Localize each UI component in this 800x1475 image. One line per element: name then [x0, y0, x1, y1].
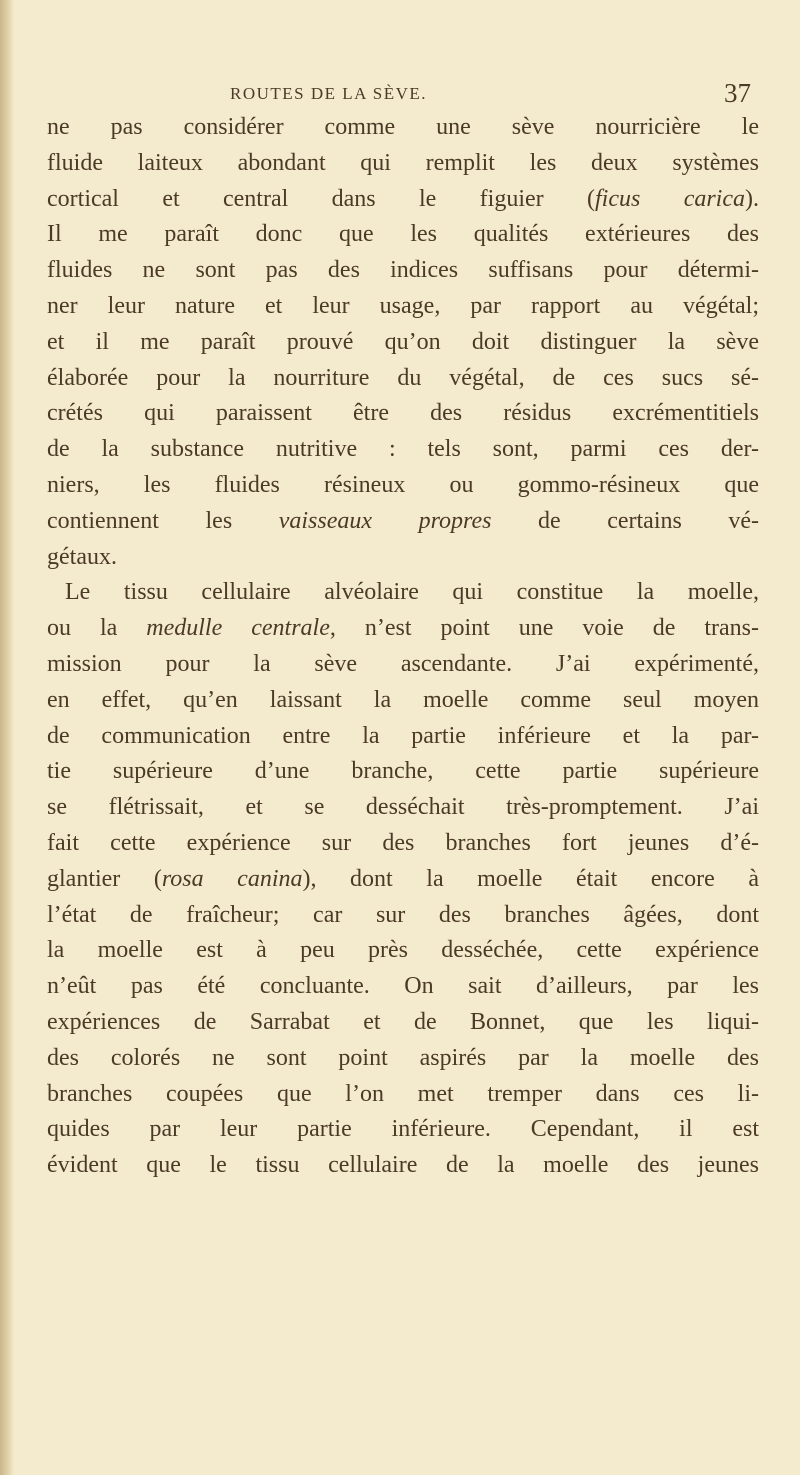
text-segment: glantier (	[47, 865, 162, 892]
text-segment: l’état de fraîcheur; car sur des branches âgées, dont	[47, 901, 759, 928]
page-header	[0, 80, 800, 110]
text-line	[47, 182, 759, 218]
text-segment: Le tissu cellulaire alvéolaire qui constitue la moelle,	[65, 579, 759, 606]
italic-term: ficus carica	[595, 185, 745, 212]
italic-term: rosa canina	[161, 865, 303, 892]
text-segment: élaborée pour la nourriture du végétal, de ces sucs sé-	[47, 364, 759, 391]
text-line	[47, 898, 759, 934]
text-segment: de la substance nutritive : tels sont, parmi ces der-	[47, 436, 759, 463]
text-segment: ou la	[47, 615, 147, 642]
text-segment: mission pour la sève ascendante. J’ai expérimenté,	[47, 650, 759, 677]
text-line	[47, 862, 759, 898]
text-segment: fait cette expérience sur des branches fort jeunes d’é-	[47, 829, 759, 856]
text-line	[47, 933, 759, 969]
text-segment: niers, les fluides résineux ou gommo-résineux que	[47, 471, 759, 498]
text-segment: Il me paraît donc que les qualités extérieures des	[47, 221, 759, 248]
text-line	[47, 1148, 759, 1184]
text-line	[47, 146, 759, 182]
text-line	[47, 540, 759, 576]
page-number: 37	[724, 78, 751, 108]
text-segment: crétés qui paraissent être des résidus excrémentitiels	[47, 400, 759, 427]
body-text	[47, 110, 759, 1184]
text-segment: évident que le tissu cellulaire de la moelle des jeunes	[47, 1152, 759, 1179]
text-segment: cortical et central dans le figuier (	[47, 185, 595, 212]
running-title: ROUTES DE LA SÈVE.	[230, 84, 427, 103]
text-segment: branches coupées que l’on met tremper dans ces li-	[47, 1080, 759, 1107]
text-line	[47, 683, 759, 719]
text-line	[47, 432, 759, 468]
text-line	[47, 969, 759, 1005]
text-line	[47, 826, 759, 862]
book-binding-edge	[0, 0, 14, 1475]
text-line	[47, 1005, 759, 1041]
text-segment: des colorés ne sont point aspirés par la moelle des	[47, 1044, 759, 1071]
text-line	[47, 1112, 759, 1148]
text-segment: la moelle est à peu près desséchée, cette expérience	[47, 937, 759, 964]
text-segment: et il me paraît prouvé qu’on doit distinguer la sève	[47, 328, 759, 355]
text-segment: tie supérieure d’une branche, cette partie supérieure	[47, 758, 759, 785]
text-line	[47, 468, 759, 504]
text-segment: quides par leur partie inférieure. Cependant, il est	[47, 1116, 759, 1143]
text-line	[47, 647, 759, 683]
text-segment: gétaux.	[47, 543, 117, 570]
text-line	[47, 1041, 759, 1077]
text-line	[47, 575, 759, 611]
italic-term: medulle centrale	[146, 615, 330, 642]
text-line	[47, 253, 759, 289]
text-segment: ), dont la moelle était encore à	[302, 865, 760, 892]
text-line	[47, 1077, 759, 1113]
text-line	[47, 110, 759, 146]
text-line	[47, 217, 759, 253]
text-segment: ne pas considérer comme une sève nourricière le	[47, 114, 759, 140]
text-line	[47, 504, 759, 540]
text-segment: en effet, qu’en laissant la moelle comme seul moyen	[47, 686, 759, 713]
text-line	[47, 289, 759, 325]
text-segment: de communication entre la partie inférieure et la par-	[47, 722, 759, 749]
text-line	[47, 790, 759, 826]
text-segment: expériences de Sarrabat et de Bonnet, que les liqui-	[47, 1008, 759, 1035]
text-segment: fluides ne sont pas des indices suffisans pour détermi-	[47, 257, 759, 284]
text-line	[47, 325, 759, 361]
text-segment: fluide laiteux abondant qui remplit les deux systèmes	[47, 149, 759, 176]
text-segment: contiennent les	[47, 507, 279, 534]
text-segment: , n’est point une voie de trans-	[329, 615, 759, 642]
text-segment: n’eût pas été concluante. On sait d’ailleurs, par les	[47, 973, 759, 1000]
text-segment: se flétrissait, et se desséchait très-promptement. J’ai	[47, 794, 759, 821]
text-line	[47, 611, 759, 647]
text-line	[47, 719, 759, 755]
text-line	[47, 396, 759, 432]
text-line	[47, 754, 759, 790]
text-segment: de certains vé-	[491, 507, 760, 534]
text-line	[47, 361, 759, 397]
text-segment: ner leur nature et leur usage, par rapport au végétal;	[47, 292, 759, 319]
text-segment: ).	[745, 185, 759, 212]
italic-term: vaisseaux propres	[278, 507, 492, 534]
